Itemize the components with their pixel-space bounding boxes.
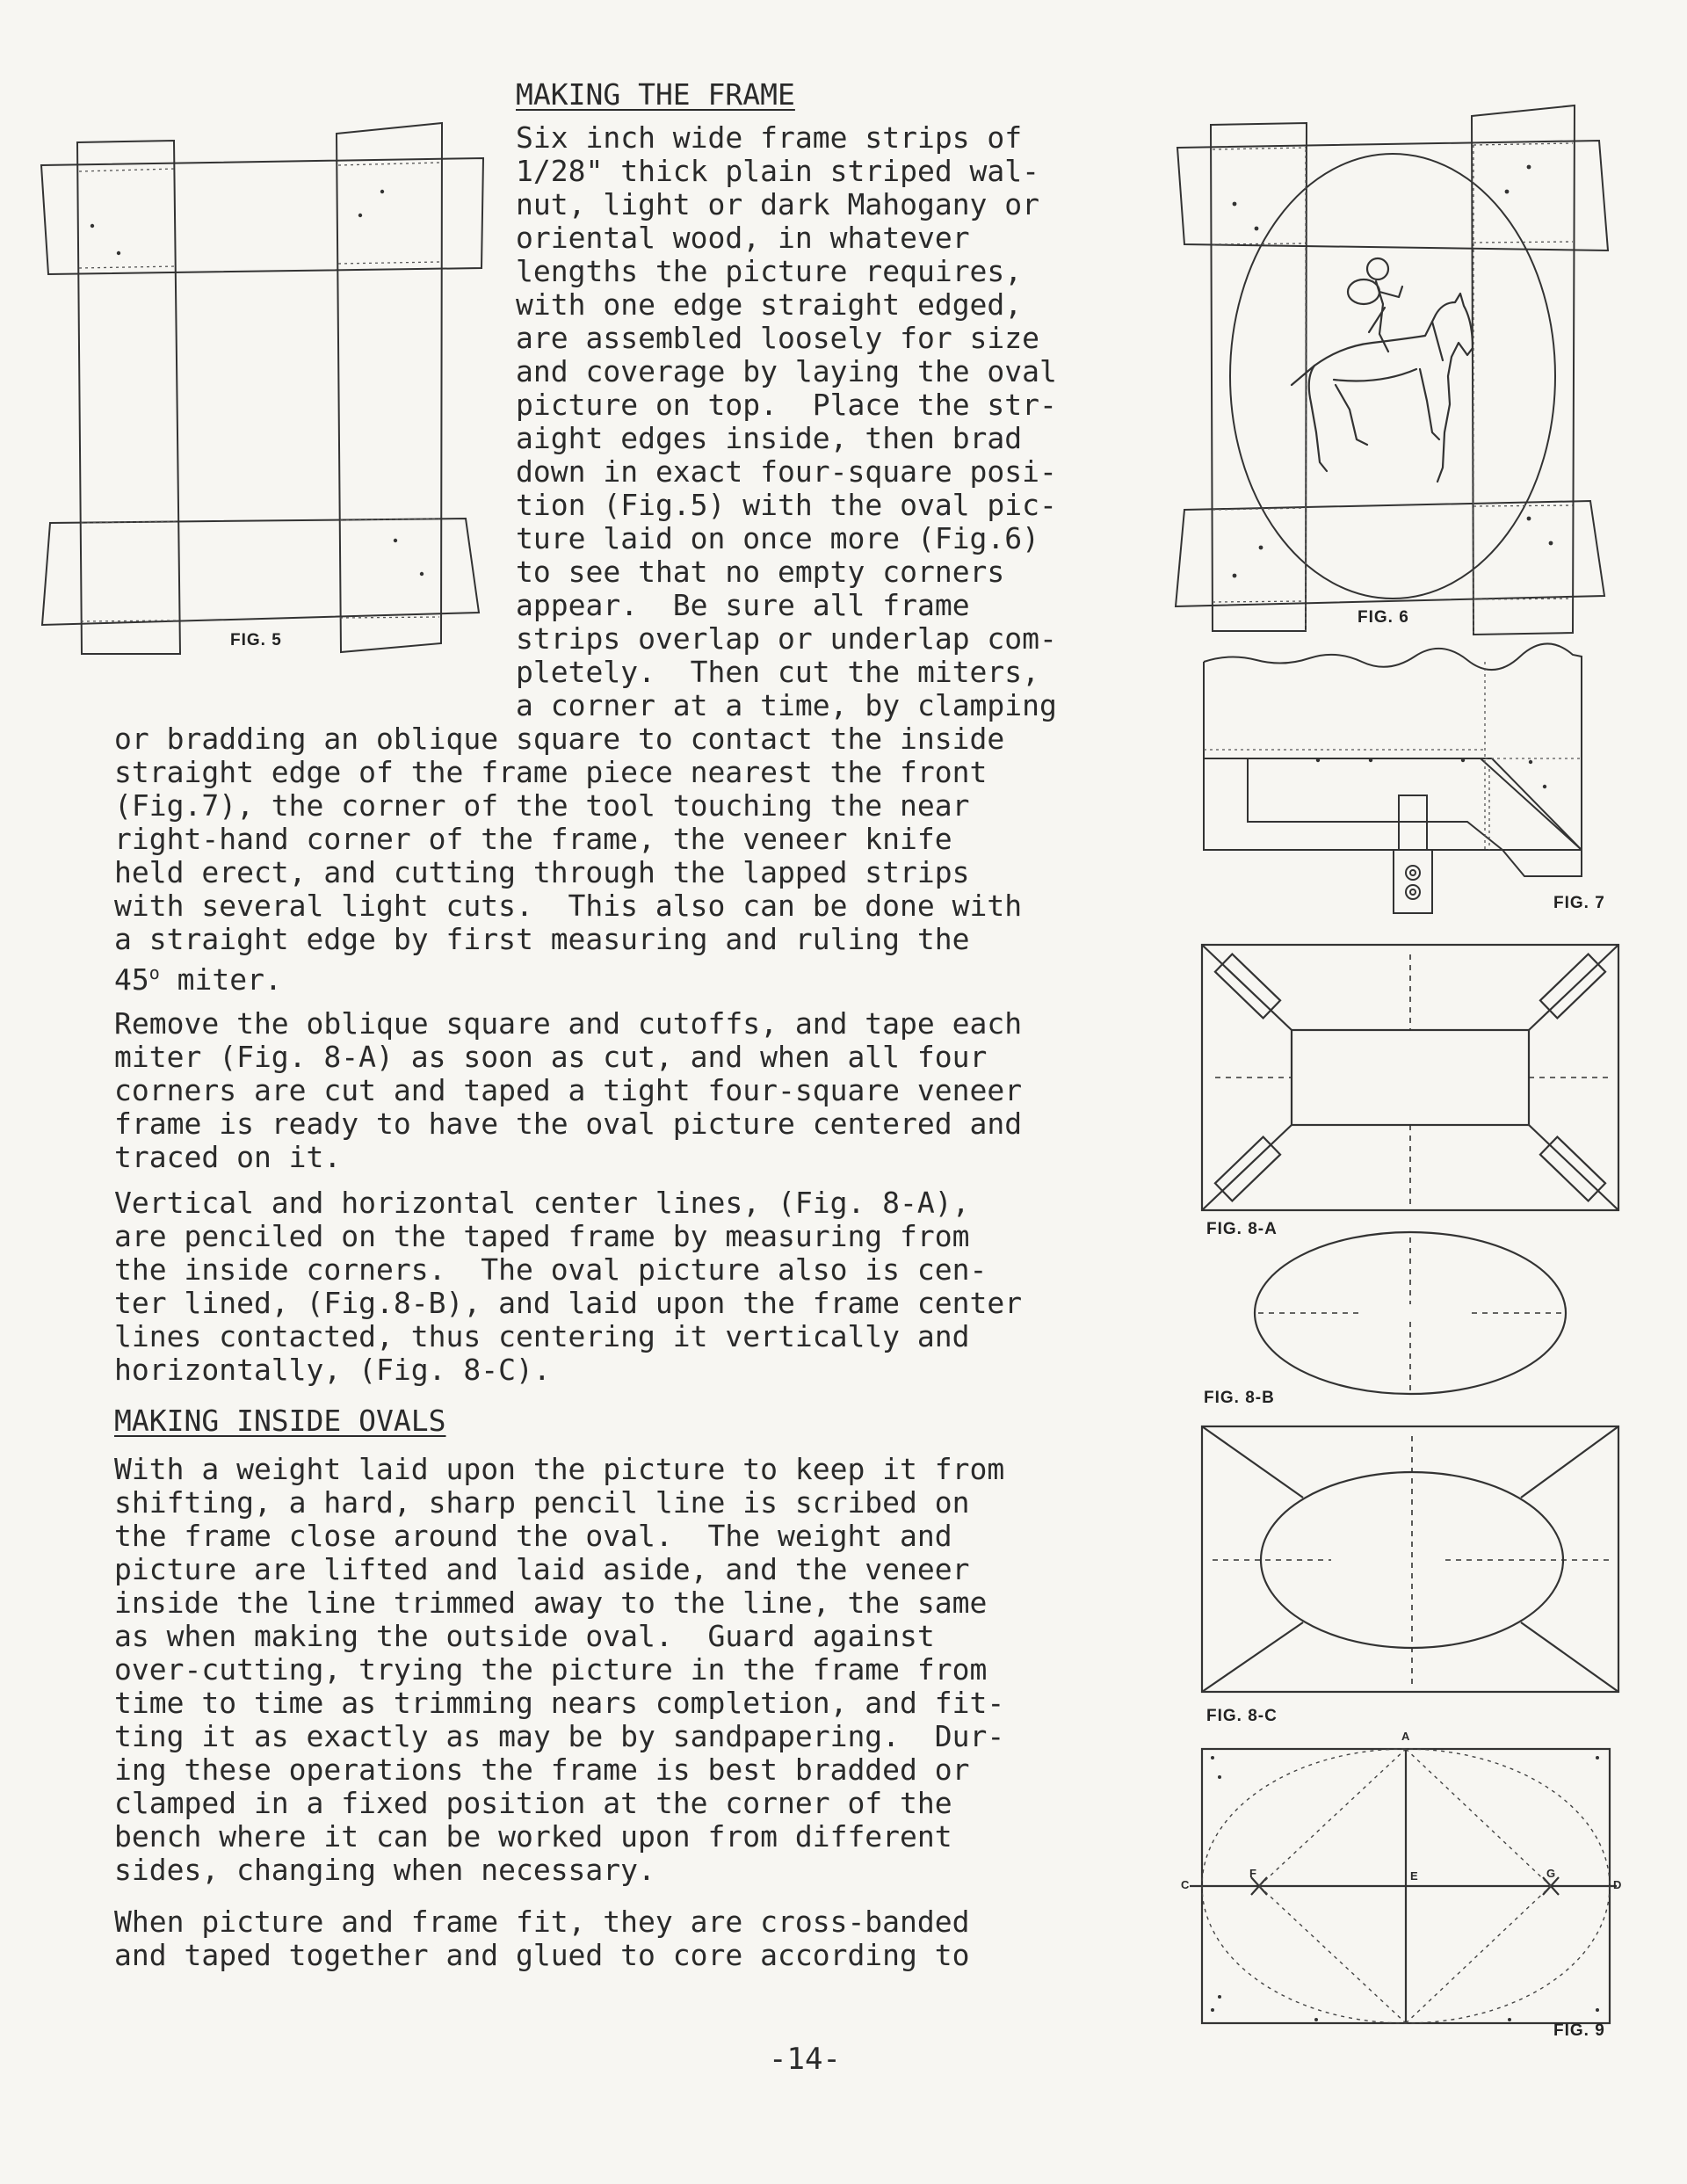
fig9-point-e: E <box>1410 1869 1418 1883</box>
text-line: miter (Fig. 8-A) as soon as cut, and when all four <box>114 1040 988 1074</box>
figure-7-label: FIG. 7 <box>1553 894 1605 912</box>
text-line: aight edges inside, then brad <box>516 421 1023 455</box>
text-line <box>114 956 1022 997</box>
text-line: Remove the oblique square and cutoffs, and tape each <box>114 1006 1023 1041</box>
text-line: straight edge of the frame piece nearest the front <box>114 755 988 789</box>
text-line: ing these operations the frame is best bradded or <box>114 1752 970 1787</box>
text-line: and coverage by laying the oval <box>516 354 1057 388</box>
text-line: Six inch wide frame strips of <box>516 120 1023 155</box>
figure-5-label: FIG. 5 <box>230 631 282 649</box>
text-line: to see that no empty corners <box>516 555 1005 589</box>
text-line: With a weight laid upon the picture to keep it from <box>114 1452 1005 1486</box>
page-number: -14- <box>769 2042 841 2077</box>
fig9-point-g: G <box>1546 1867 1556 1880</box>
text-line: as when making the outside oval. Guard against <box>114 1619 935 1653</box>
text-line: frame is ready to have the oval picture centered and <box>114 1107 1023 1141</box>
text-line: are penciled on the taped frame by measuring from <box>114 1219 970 1253</box>
text-line: right-hand corner of the frame, the veneer knife <box>114 822 952 856</box>
figure-8c <box>1199 1424 1621 1725</box>
figure-5 <box>35 123 492 668</box>
text-line: ter lined, (Fig.8-B), and laid upon the frame center <box>114 1286 1023 1320</box>
text-line: ting it as exactly as may be by sandpapering. Dur- <box>114 1719 1005 1753</box>
text-line: nut, light or dark Mahogany or <box>516 187 1040 221</box>
paragraph-picture-fit <box>114 1905 970 1972</box>
text-line: When picture and frame fit, they are cross-banded <box>114 1905 970 1939</box>
fig9-point-c: C <box>1181 1878 1190 1891</box>
heading-making-inside-ovals: MAKING INSIDE OVALS <box>114 1404 446 1438</box>
fig9-point-a: A <box>1401 1730 1410 1743</box>
figure-8a <box>1199 942 1621 1238</box>
text-line: a corner at a time, by clamping <box>516 688 1057 722</box>
text-line: corners are cut and taped a tight four-square veneer <box>114 1073 1023 1107</box>
paragraph-inside-ovals <box>114 1453 1004 1887</box>
figure-7 <box>1195 646 1608 927</box>
text-line: with several light cuts. This also can be done with <box>114 889 1023 923</box>
figure-8c-label: FIG. 8-C <box>1206 1707 1278 1725</box>
text-line: pletely. Then cut the miters, <box>516 655 1040 689</box>
paragraph-remove-square <box>114 1007 1022 1174</box>
intro-column <box>516 121 1057 722</box>
text-line: are assembled loosely for size <box>516 321 1040 355</box>
text-line: Vertical and horizontal center lines, (Fig. 8-A), <box>114 1186 970 1220</box>
text-line: strips overlap or underlap com- <box>516 621 1057 656</box>
text-line: ture laid on once more (Fig.6) <box>516 521 1040 555</box>
text-line: sides, changing when necessary. <box>114 1853 655 1887</box>
text-line: inside the line trimmed away to the line, the same <box>114 1585 988 1620</box>
figure-6 <box>1169 105 1617 642</box>
miter-word: miter. <box>159 962 282 997</box>
text-line: held erect, and cutting through the lapped strips <box>114 855 970 889</box>
figure-9 <box>1181 1730 1624 2040</box>
figure-8b <box>1204 1230 1608 1407</box>
figure-6-label: FIG. 6 <box>1358 608 1409 627</box>
text-line: down in exact four-square posi- <box>516 454 1057 489</box>
degree-mark: o <box>148 962 160 983</box>
figure-9-label: FIG. 9 <box>1553 2021 1605 2040</box>
text-line: (Fig.7), the corner of the tool touching the near <box>114 788 970 823</box>
text-line: oriental wood, in whatever <box>516 221 970 255</box>
text-line: lines contacted, thus centering it vertically and <box>114 1319 970 1353</box>
text-line: traced on it. <box>114 1140 342 1174</box>
text-line: with one edge straight edged, <box>516 287 1023 322</box>
text-line: tion (Fig.5) with the oval pic- <box>516 488 1057 522</box>
text-line: clamped in a fixed position at the corner of the <box>114 1786 952 1820</box>
figure-8b-label: FIG. 8-B <box>1204 1389 1275 1407</box>
text-line: horizontally, (Fig. 8-C). <box>114 1353 551 1387</box>
text-line: or bradding an oblique square to contact the inside <box>114 722 1005 756</box>
heading-making-the-frame: MAKING THE FRAME <box>516 77 795 112</box>
text-line: bench where it can be worked upon from different <box>114 1819 952 1854</box>
text-line: lengths the picture requires, <box>516 254 1023 288</box>
text-line: picture on top. Place the str- <box>516 388 1057 422</box>
text-line: the inside corners. The oval picture also is cen- <box>114 1252 988 1287</box>
text-line: shifting, a hard, sharp pencil line is scribed on <box>114 1485 970 1520</box>
figure-8a-label: FIG. 8-A <box>1206 1220 1278 1238</box>
fig9-point-f: F <box>1249 1867 1256 1880</box>
paragraph-center-lines <box>114 1186 1022 1387</box>
paragraph-cut-miters <box>114 722 1023 997</box>
text-line: and taped together and glued to core according to <box>114 1938 970 1972</box>
miter-angle: 45 <box>114 962 149 997</box>
text-line: appear. Be sure all frame <box>516 588 970 622</box>
fig9-point-d: D <box>1613 1878 1622 1891</box>
text-line: time to time as trimming nears completion, and fit- <box>114 1686 1005 1720</box>
text-line: a straight edge by first measuring and ruling the <box>114 922 970 956</box>
text-line: picture are lifted and laid aside, and the veneer <box>114 1552 970 1586</box>
text-line: the frame close around the oval. The weight and <box>114 1519 952 1553</box>
text-line: over-cutting, trying the picture in the frame from <box>114 1652 988 1687</box>
text-line: 1/28" thick plain striped wal- <box>516 154 1040 188</box>
